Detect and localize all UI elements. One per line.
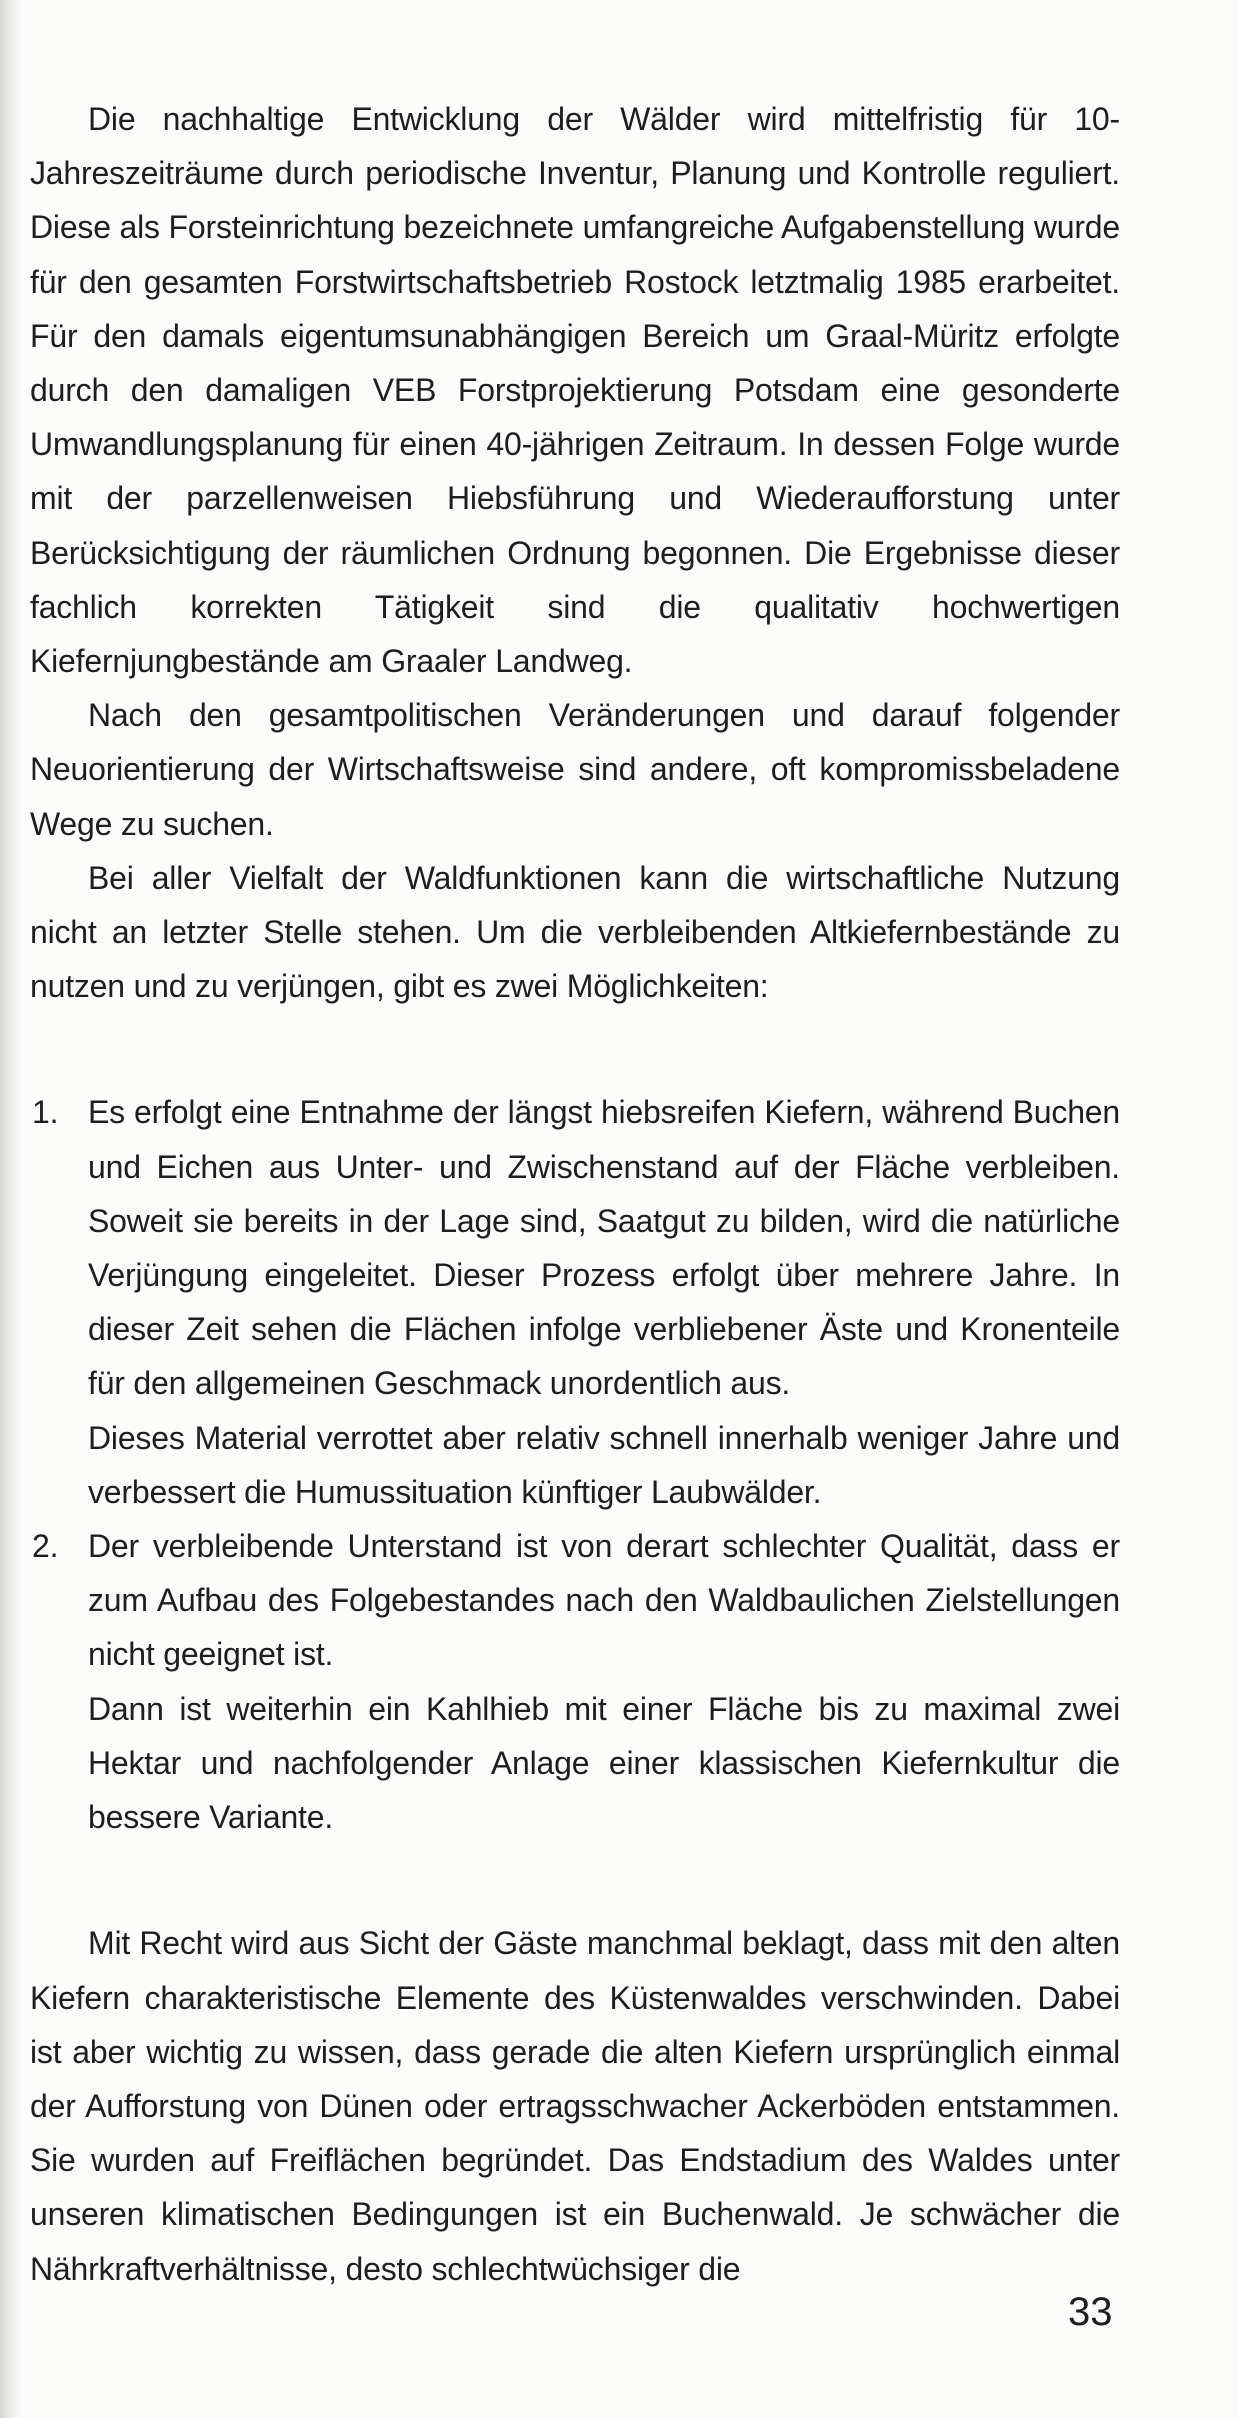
page-number: 33 — [1068, 2290, 1113, 2334]
list-item — [30, 1085, 1120, 1519]
list-item-number: 1. — [32, 1094, 59, 1131]
paragraph-options-intro: Bei aller Vielfalt der Waldfunktionen kann die wirtschaftliche Nutzung nicht an letzter Stelle stehen. Um die verbleibenden Altkiefernbestände zu nutzen und zu verjüngen, gibt es zwei Möglichkeiten: — [30, 859, 1120, 1005]
list-item-text: Es erfolgt eine Entnahme der längst hiebsreifen Kiefern, während Buchen und Eichen aus Unter- und Zwischenstand auf der Fläche verbleiben. Soweit sie bereits in der Lage sind, Saatgut zu bilden, wird die natürliche Verjüngung eingeleitet. Dieser Prozess erfolgt über mehrere Jahre. In dieser Zeit sehen die Flächen infolge verbliebener Äste und Kronenteile für den allgemeinen Geschmack unordentlich aus. — [88, 1094, 1120, 1402]
spine-shadow — [0, 0, 22, 2418]
list-item — [30, 1519, 1120, 1844]
paragraph-forest-planning: Die nachhaltige Entwicklung der Wälder wird mittelfristig für 10-Jahreszeiträume durch periodische Inventur, Planung und Kontrolle reguliert. Diese als Forsteinrichtung bezeichnete umfangreiche Aufgabenstellung wurde für den gesamten Forstwirtschaftsbetrieb Rostock letztmalig 1985 erarbeitet. Für den damals eigentumsunabhängigen Bereich um Graal-Müritz erfolgte durch den damaligen VEB Forstprojektierung Potsdam eine gesonderte Umwandlungsplanung für einen 40-jährigen Zeitraum. In dessen Folge wurde mit der parzellenweisen Hiebsführung und Wiederaufforstung unter Berücksichtigung der räumlichen Ordnung begonnen. Die Ergebnisse dieser fachlich korrekten Tätigkeit sind die qualitativ hochwertigen Kiefernjungbestände am Graaler Landweg. — [30, 101, 1120, 680]
list-item-number: 2. — [32, 1528, 59, 1565]
list-item-subtext: Dann ist weiterhin ein Kahlhieb mit einer Fläche bis zu maximal zwei Hektar und nachfolgender Anlage einer klassischen Kiefernkultur die bessere Variante. — [88, 1690, 1120, 1836]
list-item-subtext: Dieses Material verrottet aber relativ schnell innerhalb weniger Jahre und verbessert die Humussituation künftiger Laubwälder. — [88, 1419, 1120, 1510]
list-item-text: Der verbleibende Unterstand ist von derart schlechter Qualität, dass er zum Aufbau des Folgebestandes nach den Waldbaulichen Zielstellungen nicht geeignet ist. — [88, 1528, 1120, 1673]
paragraph-old-pines: Mit Recht wird aus Sicht der Gäste manchmal beklagt, dass mit den alten Kiefern charakteristische Elemente des Küstenwaldes verschwinden. Dabei ist aber wichtig zu wissen, dass gerade die alten Kiefern ursprünglich einmal der Aufforstung von Dünen oder ertragsschwacher Ackerböden entstammen. Sie wurden auf Freiflächen begründet. Das Endstadium des Waldes unter unseren klimatischen Bedingungen ist ein Buchenwald. Je schwächer die Nährkraftverhältnisse, desto schlechtwüchsiger die — [30, 1925, 1120, 2287]
options-list — [30, 1085, 1120, 1844]
body-text — [30, 92, 1120, 2296]
paragraph-reorientation: Nach den gesamtpolitischen Veränderungen und darauf folgender Neuorientierung der Wirtschaftsweise sind andere, oft kompromissbeladene Wege zu suchen. — [30, 697, 1120, 842]
